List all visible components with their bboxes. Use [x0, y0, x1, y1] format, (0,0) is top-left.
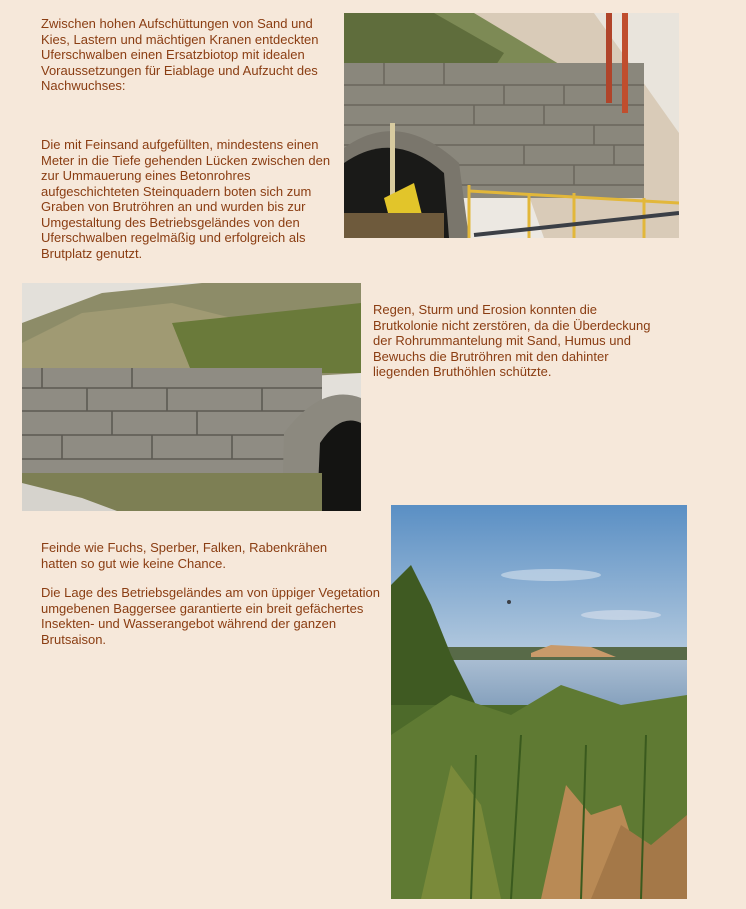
storm-paragraph: Regen, Sturm und Erosion konnten die Brutkolonie nicht zerstören, da die Überdeckung der Rohrummantelung mit Sand, Humus und Bewuchs die Brutröhren mit den dahinter liegenden Bruthöhlen schützte. — [373, 302, 651, 379]
intro-paragraph: Zwischen hohen Aufschüttungen von Sand und Kies, Lastern und mächtigen Kranen entdeckten Uferschwalben einen Ersatzbiotop mit idealen Voraussetzungen für Eiablage und Aufzucht des Nachwuchses: — [41, 16, 319, 93]
culvert-wall-photo — [344, 13, 679, 238]
stone-wall-photo — [22, 283, 361, 511]
lake-vegetation-photo — [391, 505, 687, 899]
lake-paragraph: Die Lage des Betriebsgeländes am von üppiger Vegetation umgebenen Baggersee garantierte ein breit gefächertes Insekten- und Wasserangebot während der ganzen Brutsaison. — [41, 585, 380, 647]
enemies-paragraph: Feinde wie Fuchs, Sperber, Falken, Rabenkrähen hatten so gut wie keine Chance. — [41, 540, 328, 571]
gaps-paragraph: Die mit Feinsand aufgefüllten, mindestens einen Meter in die Tiefe gehenden Lücken zwischen den zur Ummauerung eines Betonrohres aufgeschichteten Steinquadern boten sich zum Graben von Brutröhren an und wurden bis zur Umgestaltung des Betriebsgeländes von den Uferschwalben regelmäßig und erfolgreich als Brutplatz genutzt. — [41, 137, 331, 261]
